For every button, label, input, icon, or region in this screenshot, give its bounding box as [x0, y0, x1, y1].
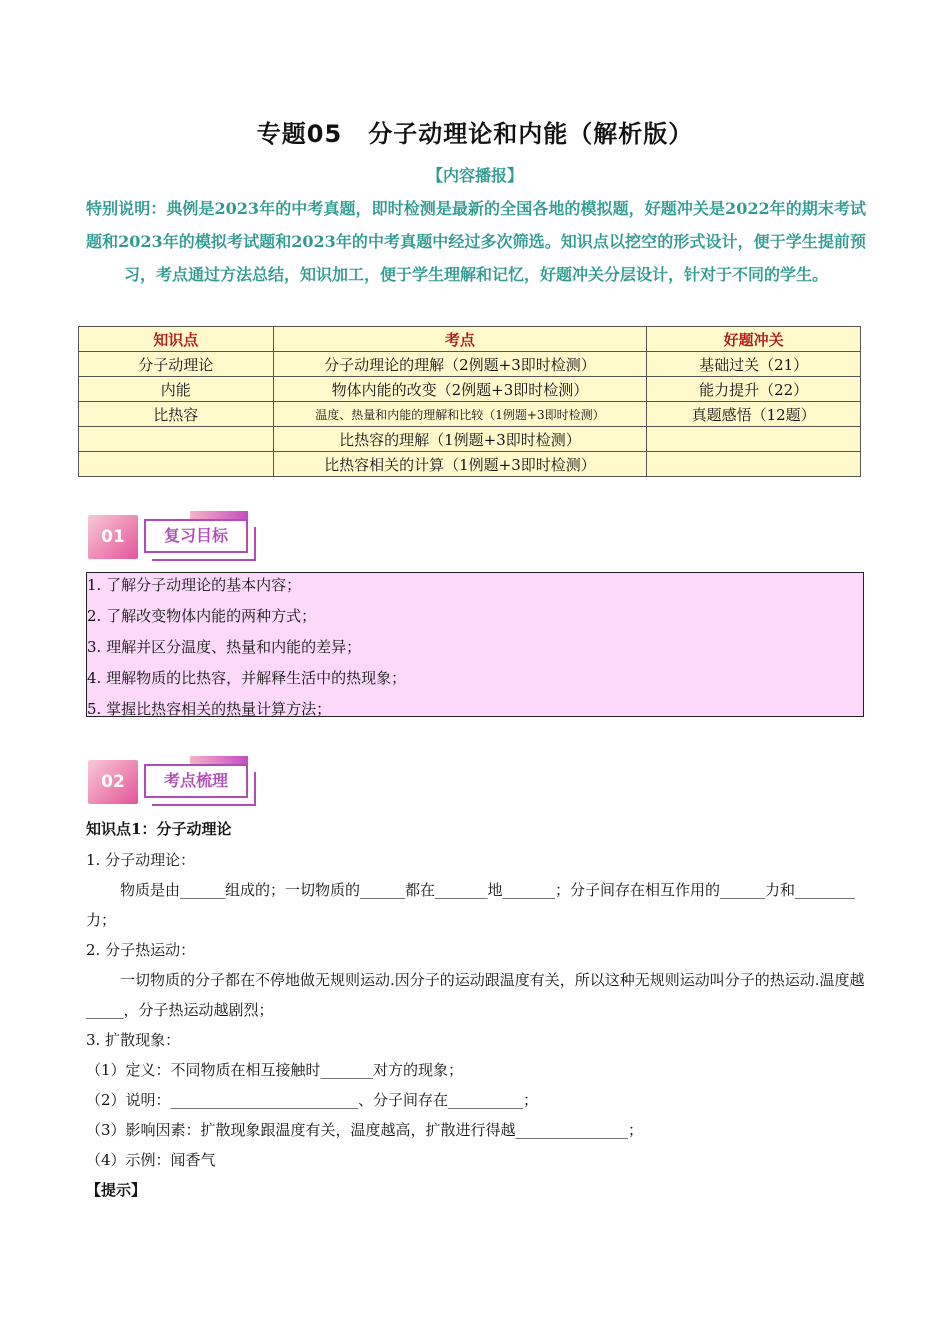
hint-label: 【提示】: [86, 1181, 147, 1199]
content-broadcast-heading: 【内容播报】: [426, 166, 523, 185]
knowledge-point-body: [86, 845, 866, 1205]
table-cell: 真题感悟（12题）: [647, 402, 861, 427]
section-number: 02: [88, 760, 138, 804]
table-cell: [79, 452, 274, 477]
list-item: 5. 掌握比热容相关的热量计算方法；: [87, 700, 332, 718]
table-cell: 分子动理论的理解（2例题+3即时检测）: [273, 352, 647, 377]
paragraph-title: 2. 分子热运动：: [86, 941, 196, 959]
section-number: 01: [88, 515, 138, 559]
list-item: 3. 理解并区分温度、热量和内能的差异；: [87, 638, 362, 656]
knowledge-point-title: 知识点1：分子动理论: [86, 820, 232, 838]
table-cell: [647, 452, 861, 477]
table-row: [79, 452, 861, 477]
table-row: [79, 427, 861, 452]
intro-note: 特别说明：典例是2023年的中考真题，即时检测是最新的全国各地的模拟题，好题冲关是2022年的期末考试题和2023年的模拟考试题和2023年的中考真题中经过多次筛选。知识点以挖空的形式设计，便于学生提前预习，考点通过方法总结，知识加工，便于学生理解和记忆，好题冲关分层设计，针对于不同的学生。: [86, 199, 866, 284]
table-row: [79, 402, 861, 427]
list-item: （1）定义：不同物质在相互接触时_______对方的现象；: [86, 1061, 464, 1079]
table-cell: 比热容相关的计算（1例题+3即时检测）: [273, 452, 647, 477]
table-header-row: [79, 327, 861, 352]
badge-accent-bar: [190, 511, 248, 519]
table-cell: 温度、热量和内能的理解和比较（1例题+3即时检测）: [273, 402, 647, 427]
title-text: 分子动理论和内能（解析版）: [368, 120, 694, 148]
paragraph-title: 3. 扩散现象：: [86, 1031, 181, 1049]
review-goals-box: [86, 572, 864, 717]
section-badge-exam-points: [88, 756, 268, 812]
table-cell: 能力提升（22）: [647, 377, 861, 402]
paragraph-text: 物质是由______组成的；一切物质的______都在_______地_______；分子间存在相互作用的______力和________力；: [86, 881, 856, 929]
table-cell: 比热容的理解（1例题+3即时检测）: [273, 427, 647, 452]
overview-table: [78, 326, 861, 477]
table-cell: 基础过关（21）: [647, 352, 861, 377]
page-title: [0, 114, 950, 149]
table-cell: [647, 427, 861, 452]
list-item: 4. 理解物质的比热容，并解释生活中的热现象；: [87, 669, 407, 687]
title-number: 专题05: [256, 120, 343, 148]
header-practice: 好题冲关: [647, 327, 861, 352]
table-cell: 比热容: [79, 402, 274, 427]
table-cell: 分子动理论: [79, 352, 274, 377]
list-item: （2）说明：_________________________、分子间存在__________；: [86, 1091, 539, 1109]
paragraph-text: 一切物质的分子都在不停地做无规则运动.因分子的运动跟温度有关，所以这种无规则运动叫分子的热运动.温度越_____，分子热运动越剧烈；: [86, 971, 865, 1019]
section-badge-review-goals: [88, 511, 268, 567]
table-cell: [79, 427, 274, 452]
badge-accent-bar: [190, 756, 248, 764]
table-row: [79, 352, 861, 377]
list-item: （3）影响因素：扩散现象跟温度有关，温度越高，扩散进行得越_______________；: [86, 1121, 644, 1139]
table-row: [79, 377, 861, 402]
list-item: 1. 了解分子动理论的基本内容；: [87, 576, 302, 594]
table-cell: 内能: [79, 377, 274, 402]
header-exam-point: 考点: [273, 327, 647, 352]
list-item: （4）示例：闻香气: [86, 1151, 216, 1169]
paragraph-title: 1. 分子动理论：: [86, 851, 196, 869]
table-cell: 物体内能的改变（2例题+3即时检测）: [273, 377, 647, 402]
section-label: 复习目标: [144, 519, 248, 553]
section-label: 考点梳理: [144, 764, 248, 798]
list-item: 2. 了解改变物体内能的两种方式；: [87, 607, 317, 625]
header-knowledge: 知识点: [79, 327, 274, 352]
